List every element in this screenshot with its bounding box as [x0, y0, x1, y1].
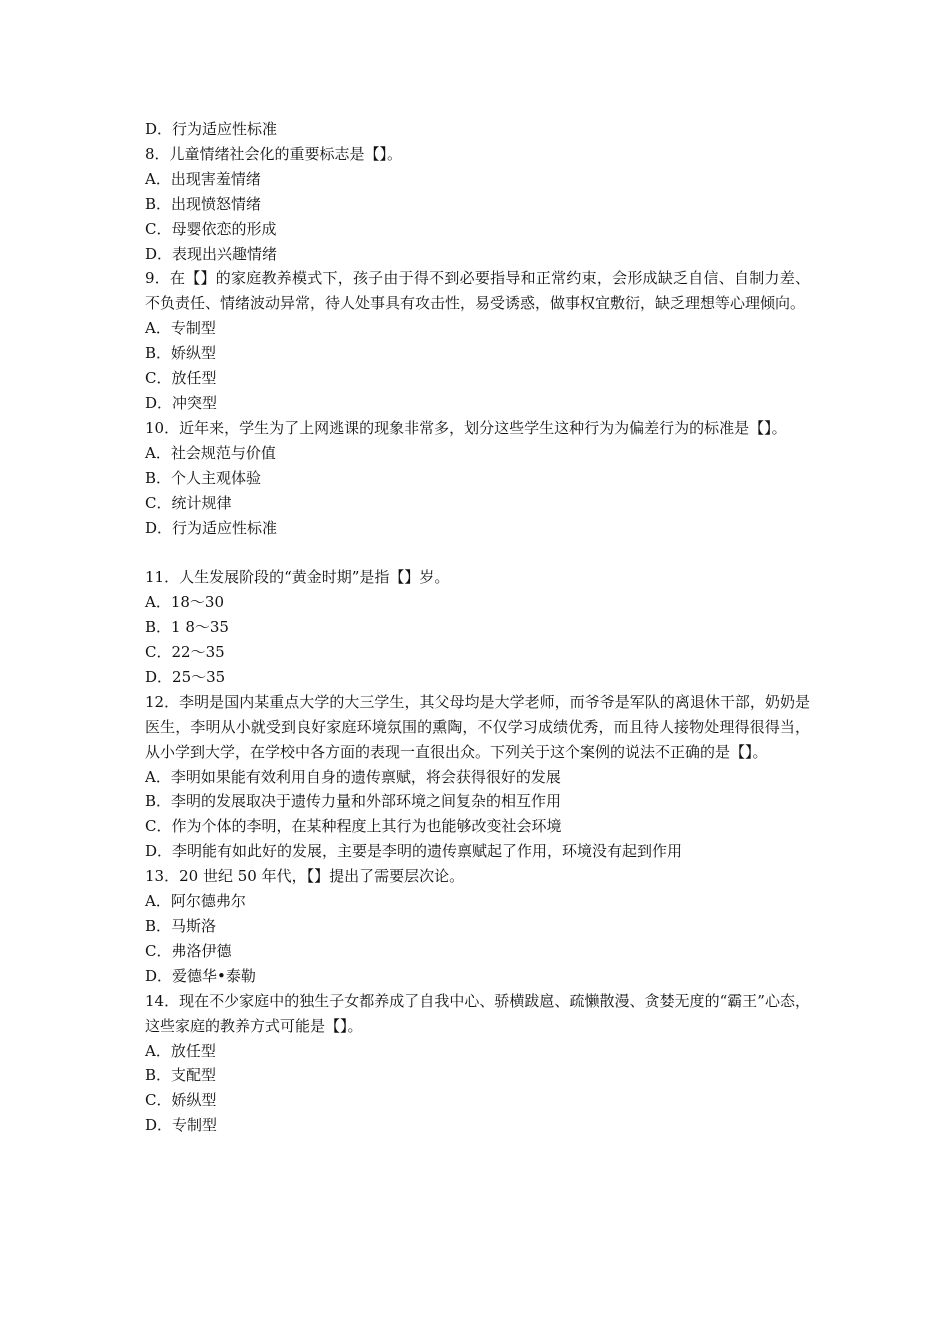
option-14a: A．放任型	[145, 1041, 216, 1060]
option-14b: B．支配型	[145, 1066, 217, 1085]
option-8d: D．表现出兴趣情绪	[145, 244, 278, 263]
option-8a: A．出现害羞情绪	[145, 169, 261, 188]
option-12a: A．李明如果能有效利用自身的遗传禀赋，将会获得很好的发展	[145, 767, 561, 786]
question-13: 13．20 世纪 50 年代，【】提出了需要层次论。	[145, 867, 465, 886]
option-11a: A．18～30	[145, 593, 225, 612]
option-11c: C．22～35	[145, 643, 225, 662]
option-8c: C．母婴依恋的形成	[145, 219, 277, 238]
option-9d: D．冲突型	[145, 393, 218, 412]
option-12b: B．李明的发展取决于遗传力量和外部环境之间复杂的相互作用	[145, 792, 562, 811]
option-8b: B．出现愤怒情绪	[145, 194, 262, 213]
option-13a: A．阿尔德弗尔	[145, 892, 246, 911]
option-10a: A．社会规范与价值	[145, 443, 276, 462]
option-10c: C．统计规律	[145, 493, 232, 512]
option-10b: B．个人主观体验	[145, 468, 262, 487]
option-11d: D．25～35	[145, 667, 226, 686]
option-13d: D．爱德华•泰勒	[145, 966, 256, 985]
option-14c: C．娇纵型	[145, 1091, 217, 1110]
option-10d: D．行为适应性标准	[145, 518, 278, 537]
question-14: 14．现在不少家庭中的独生子女都养成了自我中心、骄横跋扈、疏懒散漫、贪婪无度的“霸王”心态，这些家庭的教养方式可能是【】。	[145, 991, 810, 1035]
option-9a: A．专制型	[145, 319, 216, 338]
option-7d: D．行为适应性标准	[145, 120, 278, 138]
option-12c: C．作为个体的李明，在某种程度上其行为也能够改变社会环境	[145, 817, 562, 836]
option-13b: B．马斯洛	[145, 916, 217, 935]
question-11: 11．人生发展阶段的“黄金时期”是指【】岁。	[145, 568, 450, 587]
blank-line	[145, 540, 810, 565]
option-12d: D．李明能有如此好的发展，主要是李明的遗传禀赋起了作用，环境没有起到作用	[145, 842, 683, 861]
option-9b: B．娇纵型	[145, 344, 217, 363]
question-12: 12．李明是国内某重点大学的大三学生，其父母均是大学老师，而爷爷是军队的离退休干部，奶奶是医生，李明从小就受到良好家庭环境氛围的熏陶，不仅学习成绩优秀，而且待人接物处理得很得当，从小学到大学，在学校中各方面的表现一直很出众。下列关于这个案例的说法不正确的是【】。	[145, 692, 810, 761]
question-9: 9．在【】的家庭教养模式下，孩子由于得不到必要指导和正常约束，会形成缺乏自信、自制力差、不负责任、情绪波动异常，待人处事具有攻击性，易受诱惑，做事权宜敷衍，缺乏理想等心理倾向。	[145, 269, 810, 313]
option-9c: C．放任型	[145, 369, 217, 388]
option-13c: C．弗洛伊德	[145, 941, 232, 960]
question-10: 10．近年来，学生为了上网逃课的现象非常多，划分这些学生这种行为为偏差行为的标准是【】。	[145, 418, 787, 437]
document-page	[145, 117, 810, 1138]
option-14d: D．专制型	[145, 1116, 218, 1135]
option-11b: B．1 8～35	[145, 618, 229, 637]
question-8: 8．儿童情绪社会化的重要标志是【】。	[145, 144, 403, 163]
